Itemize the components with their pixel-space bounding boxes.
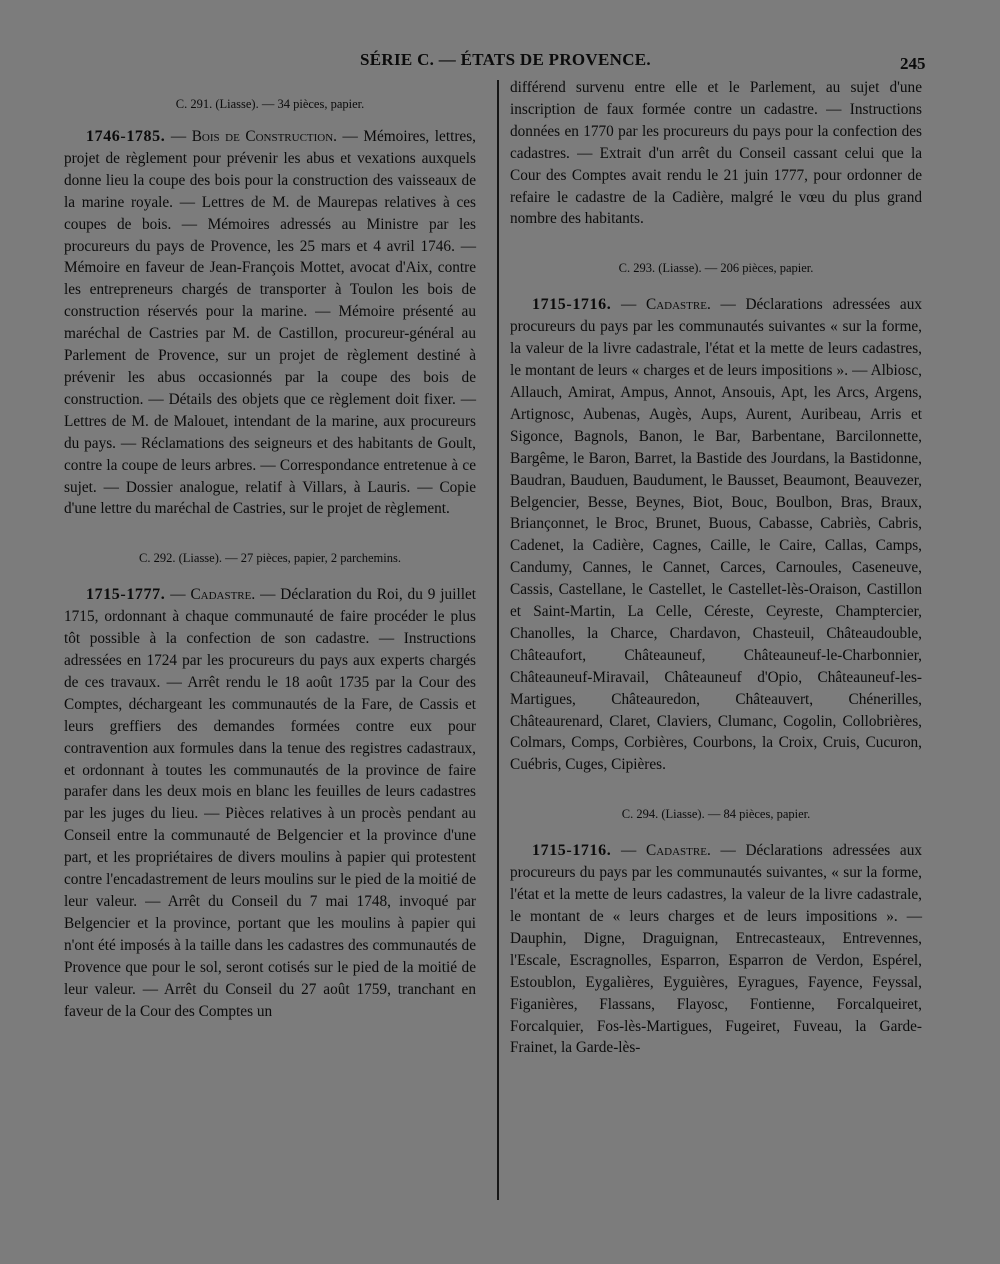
entry-subject: Cadastre.: [646, 296, 711, 314]
column-divider: [497, 80, 499, 1200]
record-header-c294: C. 294. (Liasse). — 84 pièces, papier.: [621, 807, 811, 822]
entry-subject: Cadastre.: [646, 842, 711, 860]
record-entry-c294: [510, 840, 922, 1059]
entry-dash: —: [611, 296, 647, 314]
page-number: 245: [900, 54, 926, 73]
record-header-c291: C. 291. (Liasse). — 34 pièces, papier.: [175, 97, 365, 111]
left-column: [64, 96, 476, 1052]
record-header-c292: C. 292. (Liasse). — 27 pièces, papier, 2 parchemins.: [139, 551, 401, 566]
entry-date: 1715-1716.: [532, 296, 612, 314]
entry-date: 1715-1777.: [86, 586, 166, 604]
entry-body: — Déclarations adressées aux procureurs du pays par les communautés suivantes « sur la forme, la valeur de la livre cadastrale, l'état et la mette de leurs cadastres, le montant de leurs « charges et de leurs impositions ». — Albiosc, Allauch, Amirat, Ampus, Annot, Ansouis, Apt, les Arcs, Argens, Artignosc, Aubenas, Augès, Aups, Aurent, Auribeau, Arris et Sigonce, Bagnols, Banon, le Bar, Barbentane, Barcilonnette, Bargême, le Baron, Barret, la Bastide des Jourdans, la Bastidonne, Baudran, Bauduen, Baudument, le Bausset, Beaumont, Beauvezer, Belgencier, Besse, Beynes, Biot, Bouc, Boulbon, Bras, Braux, Briançonnet, le Broc, Brunet, Buous, Cabasse, Cabriès, Cabris, Cadenet, la Cadière, Cagnes, Caille, le Caire, Callas, Camps, Candumy, Cannes, le Cannet, Carces, Carnoules, Caseneuve, Cassis, Castellane, le Castellet, le Castellet-lès-Oraison, Castillon et Saint-Martin, La Celle, Céreste, Ceyreste, Champtercier, Chanolles, la Charce, Chardavon, Chasteuil, Châteaudouble, Châteaufort, Châteauneuf, Châteauneuf-le-Charbonnier, Châteauneuf-Miravail, Châteauneuf d'Opio, Châteauneuf-les-Martigues, Châteauredon, Châteauvert, Chénerilles, Châteaurenard, Claret, Claviers, Clumanc, Cogolin, Collobrières, Colmars, Comps, Corbières, Courbons, la Croix, Cruis, Cucuron, Cuébris, Cuges, Cipières.: [510, 296, 922, 774]
entry-dash: —: [165, 586, 191, 604]
entry-date: 1715-1716.: [532, 842, 612, 860]
record-entry-c291: [64, 126, 476, 520]
entry-dash: —: [165, 128, 192, 145]
series-title: SÉRIE C. — ÉTATS DE PROVENCE.: [360, 50, 651, 69]
entry-subject: Cadastre.: [190, 586, 256, 604]
running-head: [0, 46, 1000, 76]
entry-dash: —: [611, 842, 647, 860]
record-entry-c293: [510, 294, 922, 776]
right-column: [510, 77, 922, 1089]
record-entry-c292: [64, 584, 476, 1022]
entry-body: — Déclarations adressées aux procureurs du pays par les communautés suivantes, « sur la forme, l'état et la mette de leurs cadastres, la valeur de la livre cadastrale, le montant de « leurs charges et de leurs impositions ». — Dauphin, Digne, Draguignan, Entrecasteaux, Entrevennes, l'Escale, Escragnolles, Esparron, Esparron de Verdon, Espérel, Estoublon, Eygalières, Eyguières, Eyragues, Fayence, Feyssal, Figanières, Flassans, Flayosc, Fontienne, Forcalqueiret, Forcalquier, Fos-lès-Martigues, Fugeiret, Fuveau, la Garde-Frainet, la Garde-lès-: [510, 842, 922, 1057]
entry-body: — Mémoires, lettres, projet de règlement pour prévenir les abus et vexations auxquels donne lieu la coupe des bois pour la construction des vaisseaux de la marine royale. — Lettres de M. de Maurepas relatives à ces coupes de bois. — Mémoires adressés au Ministre par les procureurs du pays de Provence, les 25 mars et 4 avril 1746. — Mémoire en faveur de Jean-François Mottet, avocat d'Aix, contre les entrepreneurs chargés de transporter à Toulon les bois de construction réservés pour la marine. — Mémoire présenté au maréchal de Castries par M. de Castillon, procureur-général au Parlement de Provence, sur un projet de règlement destiné à prévenir les abus occasionnés par la coupe des bois de construction. — Détails des objets que ce règlement doit fixer. — Lettres de M. de Malouet, intendant de la marine, aux procureurs du pays. — Réclamations des seigneurs et des habitants de Goult, contre la coupe de leurs arbres. — Correspondance entretenue à ce sujet. — Dossier analogue, relatif à Villars, à Lauris. — Copie d'une lettre du maréchal de Castries, sur le projet de règlement.: [64, 128, 476, 518]
entry-date: 1746-1785.: [86, 128, 166, 145]
entry-subject: Bois de Construction.: [191, 128, 338, 145]
entry-body: — Déclaration du Roi, du 9 juillet 1715, ordonnant à chaque communauté de faire procéder le plus tôt possible à la confection de son cadastre. — Instructions adressées en 1724 par les procureurs du pays aux experts chargés de ces travaux. — Arrêt rendu le 18 août 1735 par la Cour des Comptes, déchargeant les communautés de la Fare, de Cassis et leurs greffiers des demandes formées contre eux pour contravention aux formules dans la tenue des registres cadastraux, et ordonnant à toutes les communautés de la province de faire parafer dans les deux mois en blanc les feuilles de leurs cadastres par les juges du lieu. — Pièces relatives à un procès pendant au Conseil entre la communauté de Belgencier et la province d'une part, et les propriétaires de divers moulins à papier qui protestent contre l'encadastrement de leurs moulins sur le pied de la moitié de leur valeur. — Arrêt du Conseil du 7 mai 1748, invoqué par Belgencier et la province, portant que les moulins à papier qui n'ont été imposés à la taille dans les cadastres des communautés de Provence que pour le sol, seront cotisés sur le pied de la moitié de leur valeur. — Arrêt du Conseil du 27 août 1759, tranchant en faveur de la Cour des Comptes un: [64, 586, 476, 1020]
record-entry-c292-continued: différend survenu entre elle et le Parlement, au sujet d'une inscription de faux formée contre un cadastre. — Instructions données en 1770 par les procureurs du pays pour la confection des cadastres. — Extrait d'un arrêt du Conseil cassant celui que la Cour des Comptes avait rendu le 21 juin 1777, pour ordonner de refaire le cadastre de la Cadière, malgré le vœu du plus grand nombre des habitants.: [510, 79, 922, 228]
record-header-c293: C. 293. (Liasse). — 206 pièces, papier.: [618, 261, 814, 276]
